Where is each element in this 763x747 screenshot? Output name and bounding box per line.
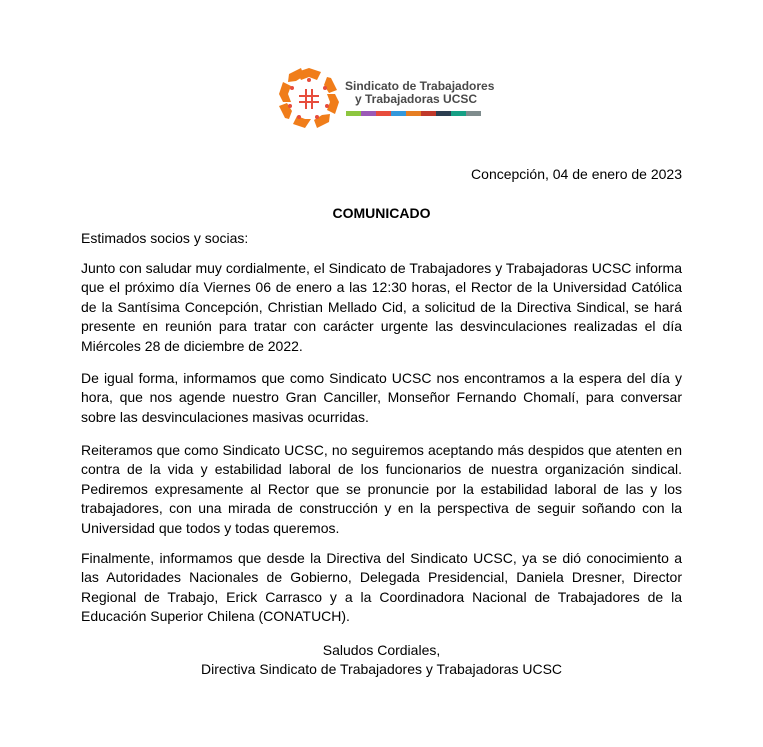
stripe-segment (406, 111, 421, 116)
stripe-segment (361, 111, 376, 116)
logo-line-2: y Trabajadoras UCSC (355, 92, 478, 106)
greeting: Estimados socios y socias: (81, 230, 249, 246)
logo-line-1: Sindicato de Trabajadores (345, 79, 495, 93)
paragraph-3: Reiteramos que como Sindicato UCSC, no seguiremos aceptando más despidos que atenten en contra de la vida y estabilidad laboral de los funcionarios de nuestra organización sindical. Pediremos expresamente al Rector que se pronuncie por la estabilidad laboral de las y los trabajadores, con una mirada de construcción y en la perspectiva de seguir soñando con la Universidad que todos y todas queremos. (81, 442, 682, 536)
stripe-segment (436, 111, 451, 116)
stripe-segment (421, 111, 436, 116)
stripe-segment (466, 111, 481, 116)
closing-signature: Directiva Sindicato de Trabajadores y Trabajadoras UCSC (200, 661, 563, 677)
paragraph-4: Finalmente, informamos que desde la Directiva del Sindicato UCSC, ya se dió conocimiento a las Autoridades Nacionales de Gobierno, Delegada Presidencial, Daniela Dresner, Director Regional de Trabajo, Erick Carrasco y a la Coordinadora Nacional de Trabajadores de la Educación Superior Chilena (CONATUCH). (81, 550, 682, 625)
paragraph-2: De igual forma, informamos que como Sindicato UCSC nos encontramos a la espera del día y hora, que nos agende nuestro Gran Canciller, Monseñor Fernando Chomalí, para conversar sobre las desvinculaciones masivas ocurridas. (81, 370, 682, 425)
stripe-segment (346, 111, 361, 116)
stripe-segment (391, 111, 406, 116)
stripe-segment (376, 111, 391, 116)
union-logo (277, 66, 497, 136)
date-line: Concepción, 04 de enero de 2023 (471, 166, 682, 182)
cross-emblem-icon (277, 66, 341, 130)
logo-color-stripe (346, 111, 481, 116)
logo-text (345, 80, 494, 106)
stripe-segment (451, 111, 466, 116)
document-title: COMUNICADO (332, 205, 431, 221)
closing-salutation: Saludos Cordiales, (322, 642, 441, 658)
paragraph-1: Junto con saludar muy cordialmente, el Sindicato de Trabajadores y Trabajadoras UCSC informa que el próximo día Viernes 06 de enero a las 12:30 horas, el Rector de la Universidad Católica de la Santísima Concepción, Christian Mellado Cid, a solicitud de la Directiva Sindical, se hará presente en reunión para tratar con carácter urgente las desvinculaciones realizadas el día Miércoles 28 de diciembre de 2022. (81, 260, 682, 354)
